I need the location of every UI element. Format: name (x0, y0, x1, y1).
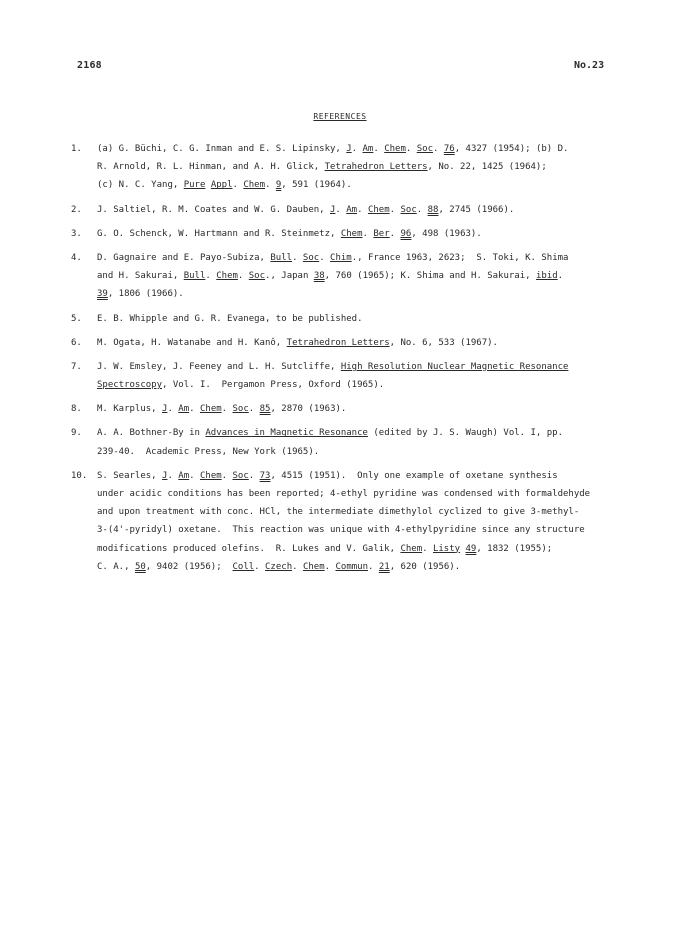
reference-text: . (557, 271, 564, 282)
reference-text: . (422, 543, 433, 554)
reference-text: . (248, 470, 260, 481)
reference-underlined-text: 49 (465, 543, 477, 554)
reference-text: (a) G. Büchi, C. G. Inman and E. S. Lipinsky, (97, 144, 347, 154)
reference-text: , 9402 (1956); (145, 561, 233, 572)
reference-line (71, 443, 619, 461)
reference-line (71, 158, 619, 176)
reference-underlined-text: Pure (183, 180, 206, 191)
reference-item (71, 467, 619, 576)
reference-underlined-text: 88 (427, 204, 439, 215)
reference-text: . (189, 470, 200, 481)
reference-text: . (416, 204, 428, 215)
reference-text: , Vol. I. Pergamon Press, Oxford (1965). (162, 380, 385, 391)
reference-underlined-text: J (330, 204, 336, 215)
reference-line (71, 376, 619, 394)
reference-underlined-text: High Resolution Nuclear Magnetic Resonance (340, 361, 569, 372)
reference-underlined-text: 50 (134, 561, 146, 572)
reference-line (71, 358, 619, 376)
reference-text: D. Gagnaire and E. Payo-Subiza, (97, 252, 271, 263)
reference-text: . (167, 404, 179, 415)
reference-underlined-text: Soc (248, 271, 266, 282)
reference-underlined-text: Coll (232, 561, 255, 572)
reference-item (71, 358, 619, 394)
reference-underlined-text: J (162, 470, 168, 481)
reference-number: 6. (71, 337, 82, 348)
reference-text: . (189, 404, 200, 415)
reference-text: , 4327 (1954); (b) D. (454, 144, 569, 154)
reference-underlined-text: Chem (340, 228, 363, 239)
reference-line (71, 334, 619, 352)
reference-underlined-text: 96 (400, 228, 412, 239)
reference-underlined-text: Am (346, 204, 358, 215)
reference-underlined-text: Chem (367, 204, 390, 215)
reference-text: modifications produced olefins. R. Lukes and V. Galik, (97, 543, 401, 554)
reference-text: . (368, 561, 379, 572)
reference-text: . (248, 404, 260, 415)
reference-item (71, 334, 619, 352)
reference-text: . (389, 228, 401, 239)
reference-underlined-text: 9 (275, 180, 282, 191)
reference-underlined-text: Am (362, 144, 374, 154)
reference-underlined-text: Tetrahedron Letters (286, 337, 390, 348)
reference-item (71, 310, 619, 328)
reference-line (71, 424, 619, 442)
reference-number: 7. (71, 361, 82, 372)
reference-number: 1. (71, 144, 82, 154)
reference-underlined-text: Am (178, 470, 190, 481)
reference-text: . (324, 561, 336, 572)
reference-text: (edited by J. S. Waugh) Vol. I, pp. (367, 428, 564, 439)
reference-text: , 620 (1956). (389, 561, 461, 572)
reference-line (71, 503, 619, 521)
reference-text: . (265, 180, 276, 191)
reference-text: . (389, 204, 401, 215)
reference-text: . (433, 144, 444, 154)
reference-text: , No. 6, 533 (1967). (389, 337, 498, 348)
reference-number: 5. (71, 313, 82, 324)
reference-text: and H. Sakurai, (97, 271, 184, 282)
reference-text: . (237, 271, 249, 282)
reference-number: 2. (71, 204, 82, 215)
reference-underlined-text: Appl (210, 180, 233, 191)
reference-text: . (167, 470, 179, 481)
reference-text: . (292, 561, 303, 572)
reference-text: S. Searles, (97, 470, 163, 481)
reference-line (71, 201, 619, 219)
reference-text: . (232, 180, 244, 191)
reference-underlined-text: Soc (232, 404, 249, 415)
reference-list (71, 140, 619, 576)
reference-underlined-text: J (162, 404, 168, 415)
reference-text: C. A., (97, 561, 135, 572)
reference-underlined-text: Chem (400, 543, 423, 554)
reference-underlined-text: Chem (243, 180, 266, 191)
reference-text: , 1832 (1955); (476, 543, 553, 554)
reference-underlined-text: Chem (302, 561, 325, 572)
reference-line (71, 225, 619, 243)
reference-text: , 4515 (1951). Only one example of oxetane synthesis (270, 470, 558, 481)
reference-underlined-text: 21 (378, 561, 390, 572)
reference-number: 3. (71, 228, 82, 239)
reference-underlined-text: Soc (400, 204, 417, 215)
reference-line (71, 485, 619, 503)
reference-line (71, 540, 619, 558)
reference-underlined-text: Czech (265, 561, 293, 572)
reference-text: R. Arnold, R. L. Hinman, and A. H. Glick, (97, 162, 325, 173)
reference-text: . (254, 561, 266, 572)
reference-underlined-text: Bull (183, 271, 206, 282)
reference-underlined-text: Chem (199, 470, 222, 481)
reference-line (71, 400, 619, 418)
reference-underlined-text: Soc (232, 470, 249, 481)
reference-text: M. Karplus, (97, 404, 163, 415)
reference-underlined-text: Ber (373, 228, 390, 239)
reference-line (71, 176, 619, 194)
reference-item (71, 225, 619, 243)
reference-text: A. A. Bothner-By in (97, 428, 206, 439)
reference-text: and upon treatment with conc. HCl, the intermediate dimethylol cyclized to give 3-methyl- (97, 507, 580, 518)
reference-underlined-text: Chim (330, 252, 352, 263)
reference-item (71, 140, 619, 195)
reference-underlined-text: 73 (259, 470, 271, 481)
reference-text: 3-(4'-pyridyl) oxetane. This reaction was unique with 4-ethylpyridine since any structure (97, 525, 585, 536)
reference-underlined-text: Chem (199, 404, 222, 415)
reference-line (71, 267, 619, 285)
reference-underlined-text: Commun (335, 561, 368, 572)
reference-line (71, 285, 619, 303)
reference-number: 8. (71, 404, 82, 415)
reference-underlined-text: 85 (259, 404, 271, 415)
reference-text: , 1806 (1966). (107, 289, 184, 300)
page-number: 2168 (77, 60, 102, 71)
reference-text: . (221, 470, 233, 481)
reference-underlined-text: Am (178, 404, 190, 415)
reference-underlined-text: 38 (313, 271, 325, 282)
reference-text: 239-40. Academic Press, New York (1965). (97, 446, 320, 457)
reference-text: J. Saltiel, R. M. Coates and W. G. Dauben, (97, 204, 330, 215)
reference-text: M. Ogata, H. Watanabe and H. Kanô, (97, 337, 287, 348)
reference-text: , 498 (1963). (411, 228, 482, 239)
reference-underlined-text: Listy (432, 543, 461, 554)
reference-text: ., Japan (265, 271, 314, 282)
reference-text: , 591 (1964). (281, 180, 352, 191)
reference-text: . (373, 144, 385, 154)
reference-text: , 2870 (1963). (270, 404, 347, 415)
reference-underlined-text: Bull (270, 252, 293, 263)
reference-underlined-text: 76 (443, 144, 455, 154)
reference-number: 9. (71, 428, 82, 439)
reference-text: . (357, 204, 368, 215)
reference-underlined-text: Chem (384, 144, 406, 154)
reference-text: , No. 22, 1425 (1964); (427, 162, 547, 173)
reference-text: . (205, 271, 217, 282)
reference-number: 10. (71, 470, 88, 481)
reference-line (71, 140, 619, 158)
reference-text: . (335, 204, 347, 215)
reference-text: . (405, 144, 417, 154)
reference-underlined-text: J (346, 144, 352, 154)
reference-underlined-text: ibid (535, 271, 558, 282)
reference-number: 4. (71, 252, 82, 263)
journal-issue-number: No.23 (574, 60, 605, 71)
reference-text: under acidic conditions has been reported; 4-ethyl pyridine was condensed with formaldehyde (97, 489, 591, 499)
reference-line (71, 249, 619, 267)
reference-line (71, 467, 619, 485)
reference-underlined-text: Soc (302, 252, 320, 263)
reference-item (71, 201, 619, 219)
reference-line (71, 558, 619, 576)
reference-line (71, 521, 619, 539)
reference-underlined-text: 39 (97, 289, 108, 300)
reference-underlined-text: Advances in Magnetic Resonance (205, 428, 368, 439)
reference-text: . (362, 228, 374, 239)
reference-text: . (221, 404, 233, 415)
reference-text: (c) N. C. Yang, (97, 180, 184, 191)
reference-line (71, 310, 619, 328)
reference-text: . (292, 252, 303, 263)
reference-text: E. B. Whipple and G. R. Evanega, to be published. (97, 313, 363, 324)
reference-item (71, 424, 619, 460)
reference-text: . (351, 144, 363, 154)
reference-item (71, 249, 619, 304)
reference-text: ., France 1963, 2623; S. Toki, K. Shima (351, 252, 569, 263)
reference-underlined-text: Soc (416, 144, 433, 154)
reference-item (71, 400, 619, 418)
reference-text: J. W. Emsley, J. Feeney and L. H. Sutcliffe, (97, 361, 341, 372)
reference-text: G. O. Schenck, W. Hartmann and R. Steinmetz, (97, 228, 341, 239)
reference-underlined-text: Tetrahedron Letters (324, 162, 428, 173)
reference-underlined-text: Chem (216, 271, 238, 282)
reference-text: , 2745 (1966). (438, 204, 515, 215)
reference-underlined-text: Spectroscopy (97, 380, 163, 391)
references-heading: REFERENCES (313, 112, 367, 121)
reference-text: . (319, 252, 331, 263)
reference-text: , 760 (1965); K. Shima and H. Sakurai, (324, 271, 536, 282)
